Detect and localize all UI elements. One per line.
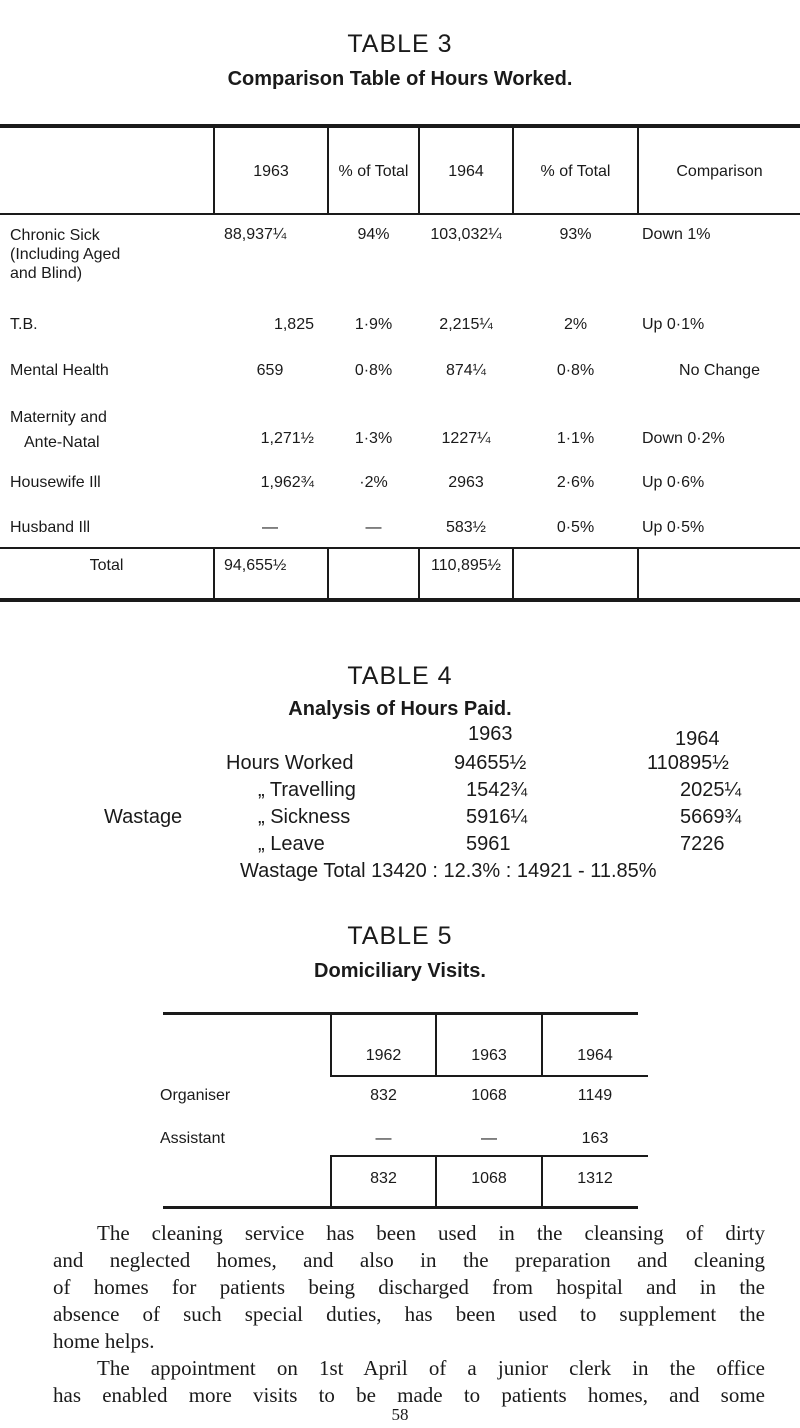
table3-row-label: Maternity and Ante-Natal <box>10 409 107 451</box>
table3-col-divider <box>327 547 329 599</box>
table5-row-label: Assistant <box>160 1130 225 1147</box>
table5-cell: — <box>375 1130 392 1147</box>
table3-cell: 0·8% <box>556 362 595 379</box>
table4-subtitle: Analysis of Hours Paid. <box>288 698 512 720</box>
table4-row-label: Hours Worked <box>226 752 354 774</box>
table3-cell: 659 <box>256 362 284 379</box>
table4-cell: 7226 <box>680 833 725 855</box>
table5-bottom-rule <box>163 1206 638 1209</box>
table3-total-rule <box>0 547 800 549</box>
table5-cell: 163 <box>581 1130 609 1147</box>
page-number: 58 <box>391 1405 409 1424</box>
table3-cell: 2% <box>563 316 588 333</box>
table3-col-divider <box>512 547 514 599</box>
table3-cell: Up 0·5% <box>642 519 705 536</box>
table3-cell: ·2% <box>359 474 388 491</box>
table3-cell: 0·8% <box>354 362 393 379</box>
table3-cell: 1·9% <box>354 316 393 333</box>
table3-cell: 1·1% <box>556 430 595 447</box>
table5-header-1962: 1962 <box>365 1047 402 1064</box>
table3-header-rule <box>0 213 800 215</box>
table3-cell: 93% <box>559 226 592 243</box>
table5-total-rule <box>330 1155 648 1157</box>
table3-row-label: Housewife Ill <box>10 474 101 491</box>
table3-row-label: Husband Ill <box>10 519 91 536</box>
table4-cell: 5961 <box>466 833 511 855</box>
table3-cell: 103,032¼ <box>430 226 502 243</box>
table4-row-label: „ Sickness <box>258 806 351 828</box>
table4-cell: 1542¾ <box>466 779 528 801</box>
table5-cell: 1149 <box>577 1087 613 1104</box>
table3-row-label: Chronic Sick (Including Aged and Blind) <box>10 227 121 282</box>
table4-year-1963: 1963 <box>468 723 513 745</box>
table3-cell: Up 0·6% <box>642 474 705 491</box>
table4-row-label: „ Travelling <box>258 779 356 801</box>
paragraph-junior-clerk: The appointment on 1st April of a junior clerk in the office has enabled more visits to be made to patients homes, and some <box>53 1356 765 1407</box>
table5-total-1964: 1312 <box>577 1170 613 1187</box>
table3-cell: 0·5% <box>556 519 595 536</box>
table5-col-divider <box>435 1015 437 1075</box>
table4-wastage-total: Wastage Total 13420 : 12.3% : 14921 - 11.85% <box>240 860 657 882</box>
table4-title: TABLE 4 <box>347 662 453 690</box>
table4-cell: 5916¼ <box>466 806 528 828</box>
table3-cell: 583½ <box>445 519 487 536</box>
table3-cell: 2963 <box>448 474 484 491</box>
table4-wastage-label: Wastage <box>104 806 183 828</box>
table3-col-divider <box>637 547 639 599</box>
table3-subtitle: Comparison Table of Hours Worked. <box>227 68 573 90</box>
table3-cell: 1,271½ <box>260 430 314 447</box>
table3-header-1963: 1963 <box>253 163 289 180</box>
table4-cell: 110895½ <box>647 752 729 774</box>
table3-col-divider <box>213 547 215 599</box>
table5-cell: — <box>481 1130 497 1147</box>
paragraph-cleaning-service: The cleaning service has been used in the cleansing of dirty and neglected homes, and also in the preparation and cleaning of homes for patients being discharged from hospital and in the absence of such special duties, has been used to supplement the home helps. <box>53 1221 765 1353</box>
table5-title: TABLE 5 <box>347 922 453 950</box>
table5-cell: 1068 <box>471 1087 507 1104</box>
table5-header-1963: 1963 <box>471 1047 507 1064</box>
table3-cell: 1,825 <box>273 316 314 333</box>
table5-col-divider <box>541 1015 543 1075</box>
table3-cell: 1·3% <box>354 430 393 447</box>
table5-col-divider <box>330 1015 332 1075</box>
table3-cell: 874¼ <box>445 362 487 379</box>
table5-total-1962: 832 <box>370 1170 397 1187</box>
table5-subtitle: Domiciliary Visits. <box>314 960 486 982</box>
table3-cell: Down 0·2% <box>642 430 725 447</box>
table4-cell: 94655½ <box>454 752 527 774</box>
table3-cell: 2·6% <box>556 474 595 491</box>
table3-total-1963: 94,655½ <box>224 557 287 574</box>
table3-top-rule <box>0 124 800 128</box>
table3-cell: Down 1% <box>642 226 711 243</box>
table3-header-pct-1963: % of Total <box>338 163 409 180</box>
table3-cell: 1,962¾ <box>260 474 314 491</box>
table5-header-rule <box>330 1075 648 1077</box>
table4-cell: 5669¾ <box>680 806 742 828</box>
table3-cell: 1227¼ <box>441 430 491 447</box>
table5-total-1963: 1068 <box>471 1170 507 1187</box>
table5-header-1964: 1964 <box>577 1047 613 1064</box>
table3-cell: 94% <box>357 226 390 243</box>
table3-row-label: Mental Health <box>10 362 109 379</box>
table3-header-1964: 1964 <box>448 163 484 180</box>
table3-header-pct-1964: % of Total <box>540 163 611 180</box>
table5-top-rule <box>163 1012 638 1015</box>
table4-year-1964: 1964 <box>675 728 720 750</box>
table5-row-label: Organiser <box>160 1087 231 1104</box>
table3-title: TABLE 3 <box>347 30 453 58</box>
table3-cell: Up 0·1% <box>642 316 705 333</box>
table3-cell: No Change <box>679 362 760 379</box>
table5-cell: 832 <box>370 1087 397 1104</box>
table3-row-label: T.B. <box>10 316 38 333</box>
table3-total-label: Total <box>89 557 124 574</box>
table3-cell: 2,215¼ <box>439 316 493 333</box>
table3-cell: — <box>262 519 278 536</box>
table3-header-comparison: Comparison <box>676 163 763 180</box>
table3-cell: — <box>365 519 382 536</box>
table3-bottom-rule <box>0 598 800 602</box>
table4-cell: 2025¼ <box>680 779 742 801</box>
table4-row-label: „ Leave <box>258 833 325 855</box>
table3-total-1964: 110,895½ <box>431 557 501 574</box>
table3-cell: 88,937¼ <box>224 226 287 243</box>
